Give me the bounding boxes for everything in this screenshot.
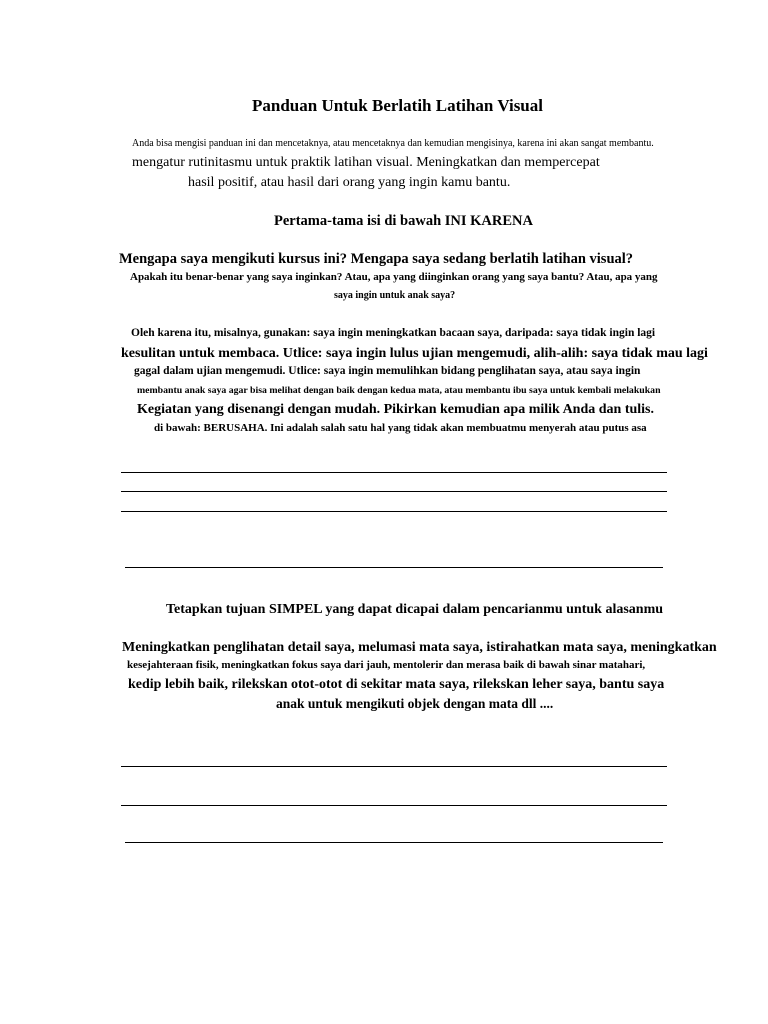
answer-line[interactable]: [121, 766, 667, 767]
section1-example-6: di bawah: BERUSAHA. Ini adalah salah satu hal yang tidak akan membuatmu menyerah atau putus asa: [154, 422, 647, 434]
answer-line[interactable]: [121, 472, 667, 473]
section1-example-2: kesulitan untuk membaca. Utlice: saya ingin lulus ujian mengemudi, alih-alih: saya tidak mau lagi: [121, 346, 708, 361]
answer-line[interactable]: [121, 805, 667, 806]
answer-line[interactable]: [125, 842, 663, 843]
section2-example-1: Meningkatkan penglihatan detail saya, melumasi mata saya, istirahatkan mata saya, meningkatkan: [122, 640, 717, 655]
document-title: Panduan Untuk Berlatih Latihan Visual: [252, 96, 543, 115]
answer-line[interactable]: [125, 567, 663, 568]
answer-line[interactable]: [121, 491, 667, 492]
section1-heading: Pertama-tama isi di bawah INI KARENA: [274, 213, 533, 229]
section1-question-detail-2: saya ingin untuk anak saya?: [334, 290, 456, 301]
intro-line-3: hasil positif, atau hasil dari orang yang ingin kamu bantu.: [188, 175, 511, 190]
section2-example-3: kedip lebih baik, rilekskan otot-otot di sekitar mata saya, rilekskan leher saya, bantu saya: [128, 677, 665, 692]
section1-question: Mengapa saya mengikuti kursus ini? Mengapa saya sedang berlatih latihan visual?: [119, 251, 634, 267]
section1-example-3: gagal dalam ujian mengemudi. Utlice: saya ingin memulihkan bidang penglihatan saya, atau saya ingin: [134, 365, 641, 377]
answer-line[interactable]: [121, 511, 667, 512]
section2-example-2: kesejahteraan fisik, meningkatkan fokus saya dari jauh, mentolerir dan merasa baik di bawah sinar matahari,: [127, 659, 646, 671]
section2-example-4: anak untuk mengikuti objek dengan mata dll ....: [276, 696, 554, 711]
section1-example-5: Kegiatan yang disenangi dengan mudah. Pikirkan kemudian apa milik Anda dan tulis.: [137, 402, 654, 417]
intro-line-1: Anda bisa mengisi panduan ini dan mencetaknya, atau mencetaknya dan kemudian mengisinya, karena ini akan sangat membantu.: [132, 138, 654, 149]
intro-line-2: mengatur rutinitasmu untuk praktik latihan visual. Meningkatkan dan mempercepat: [132, 155, 600, 170]
section1-example-4: membantu anak saya agar bisa melihat dengan baik dengan kedua mata, atau membantu ibu saya untuk kembali melakukan: [137, 385, 661, 396]
section1-question-detail-1: Apakah itu benar-benar yang saya inginkan? Atau, apa yang diinginkan orang yang saya bantu? Atau, apa yang: [130, 271, 658, 283]
section1-example-1: Oleh karena itu, misalnya, gunakan: saya ingin meningkatkan bacaan saya, daripada: saya tidak ingin lagi: [131, 327, 656, 339]
section2-heading: Tetapkan tujuan SIMPEL yang dapat dicapai dalam pencarianmu untuk alasanmu: [166, 602, 664, 617]
